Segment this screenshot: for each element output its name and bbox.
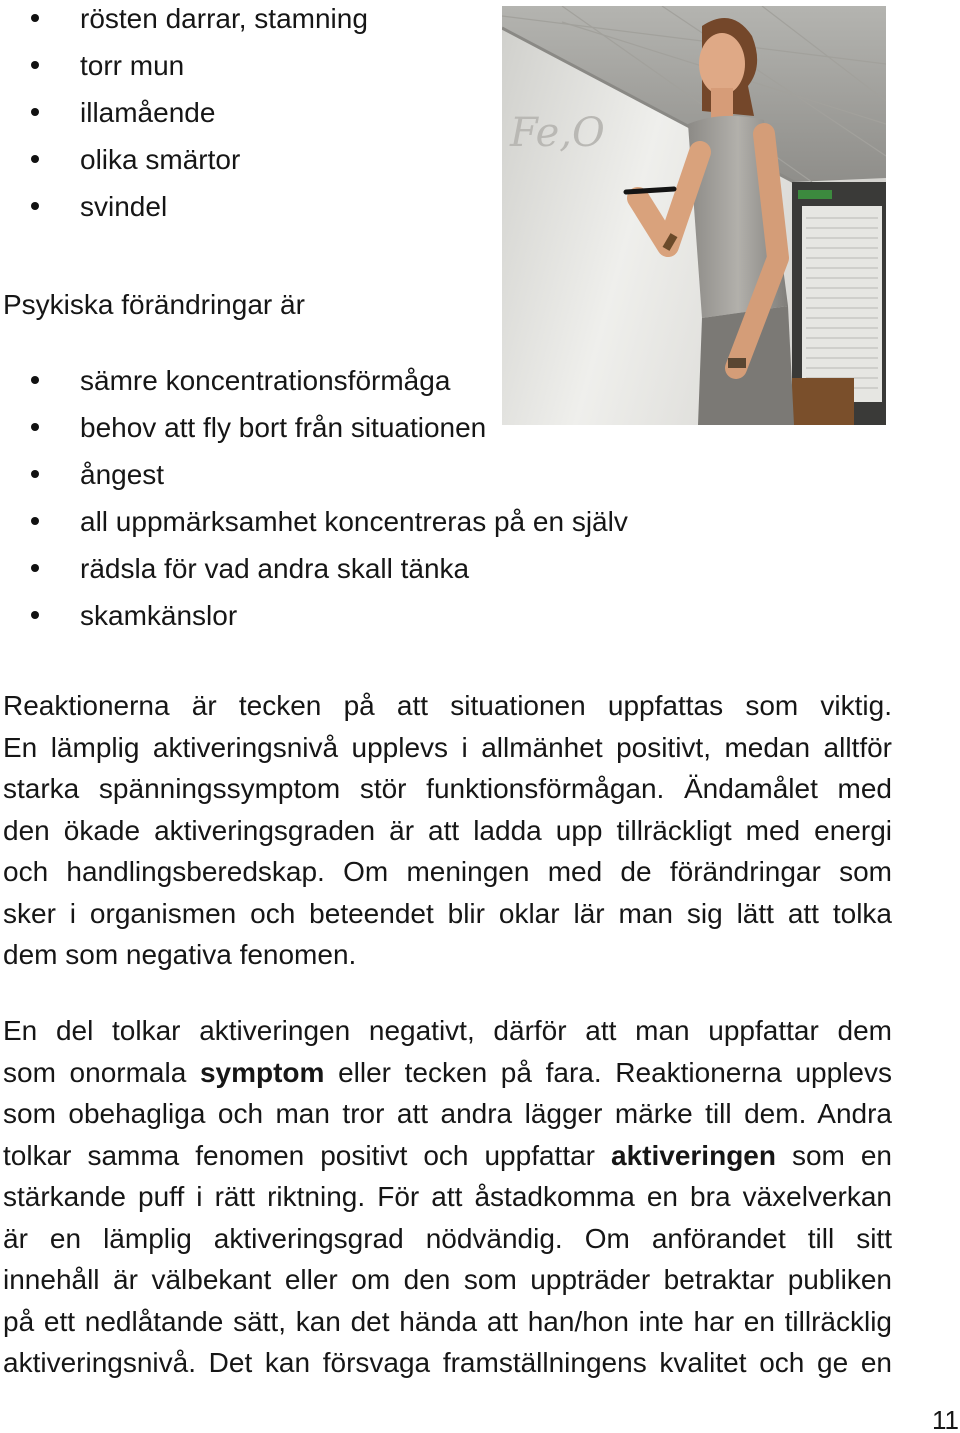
list-item-text: torr mun [80, 49, 185, 81]
text-line: dem som negativa fenomen. [3, 939, 357, 971]
text-line: på ett nedlåtande sätt, kan det hända att han/hon inte har en tillräcklig [3, 1305, 892, 1337]
list-item [0, 89, 500, 136]
text-line [3, 1135, 892, 1177]
text-segment: tolkar samma fenomen positivt och uppfattar [3, 1139, 612, 1171]
list-item-text: olika smärtor [80, 143, 241, 175]
list-item [0, 404, 500, 451]
list-item [0, 183, 500, 230]
bullet-dot-icon [31, 376, 39, 384]
list-item-text: skamkänslor [80, 599, 238, 631]
paragraph-2 [3, 1010, 892, 1384]
text-line: Reaktionerna är tecken på att situationen uppfattas som viktig. [3, 690, 892, 722]
list-item [0, 0, 500, 42]
neck [711, 88, 733, 118]
text-line: En del tolkar aktiveringen negativt, därför att man uppfattar dem [3, 1015, 892, 1047]
wristwatch [728, 358, 746, 368]
list-item-text: illamående [80, 96, 216, 128]
bullet-dot-icon [31, 564, 39, 572]
list-item [0, 42, 500, 89]
text-line: aktiveringsnivå. Det kan försvaga framställningens kvalitet och ge en [3, 1347, 892, 1379]
paragraph-1 [3, 685, 892, 976]
whiteboard-photo-image [502, 6, 886, 425]
chair [792, 378, 854, 425]
lined-paper [802, 206, 882, 402]
list-item [0, 592, 500, 639]
text-line: den ökade aktiveringsgraden är att ladda upp tillräckligt med energi [3, 814, 892, 846]
bullet-dot-icon [31, 155, 39, 163]
bullet-dot-icon [31, 108, 39, 116]
list-item [0, 357, 500, 404]
face [699, 33, 745, 95]
text-line: starka spänningssymptom stör funktionsförmågan. Ändamålet med [3, 773, 892, 805]
bullet-dot-icon [31, 202, 39, 210]
list-item-text: rädsla för vad andra skall tänka [80, 552, 470, 584]
list-item-text: all uppmärksamhet koncentreras på en själv [80, 505, 628, 537]
green-sign [798, 190, 832, 199]
list-item-text: svindel [80, 190, 168, 222]
symptom-list [0, 0, 500, 230]
list-item [0, 451, 500, 498]
text-line: och handlingsberedskap. Om meningen med de förändringar som [3, 856, 892, 888]
text-segment: eller tecken på fara. Reaktionerna upplevs [324, 1056, 892, 1088]
whiteboard-photo [502, 6, 886, 425]
text-segment: som en [775, 1139, 892, 1171]
board-writing: Fe,O [510, 110, 605, 156]
list-item-text: sämre koncentrationsförmåga [80, 364, 451, 396]
text-line [3, 1052, 892, 1094]
bullet-dot-icon [31, 611, 39, 619]
text-line: är en lämplig aktiveringsgrad nödvändig. Om anförandet till sitt [3, 1222, 892, 1254]
list-item [0, 136, 500, 183]
bullet-dot-icon [31, 14, 39, 22]
text-segment: som onormala [3, 1056, 200, 1088]
list-item [0, 498, 628, 545]
bullet-dot-icon [31, 61, 39, 69]
page-number: 11 [932, 1405, 959, 1433]
bullet-dot-icon [31, 423, 39, 431]
text-line: stärkande puff i rätt riktning. För att åstadkomma en bra växelverkan [3, 1181, 892, 1213]
bullet-dot-icon [31, 470, 39, 478]
psychic-changes-list [0, 357, 628, 639]
text-line: innehåll är välbekant eller om den som uppträder betraktar publiken [3, 1264, 892, 1296]
text-line: En lämplig aktiveringsnivå upplevs i allmänhet positivt, medan alltför [3, 731, 892, 763]
bullet-dot-icon [31, 517, 39, 525]
bold-term-aktiveringen: aktiveringen [611, 1139, 776, 1171]
marker-pen [626, 189, 674, 192]
list-item [0, 545, 500, 592]
text-line: som obehagliga och man tror att andra lägger märke till dem. Andra [3, 1098, 892, 1130]
list-item-text: behov att fly bort från situationen [80, 411, 487, 443]
psychic-changes-heading: Psykiska förändringar är [3, 289, 305, 320]
list-item-text: rösten darrar, stamning [80, 2, 368, 34]
text-line: sker i organismen och beteendet blir oklar lär man sig lätt att tolka [3, 897, 892, 929]
bold-term-symptom: symptom [199, 1056, 325, 1088]
list-item-text: ångest [80, 458, 165, 490]
